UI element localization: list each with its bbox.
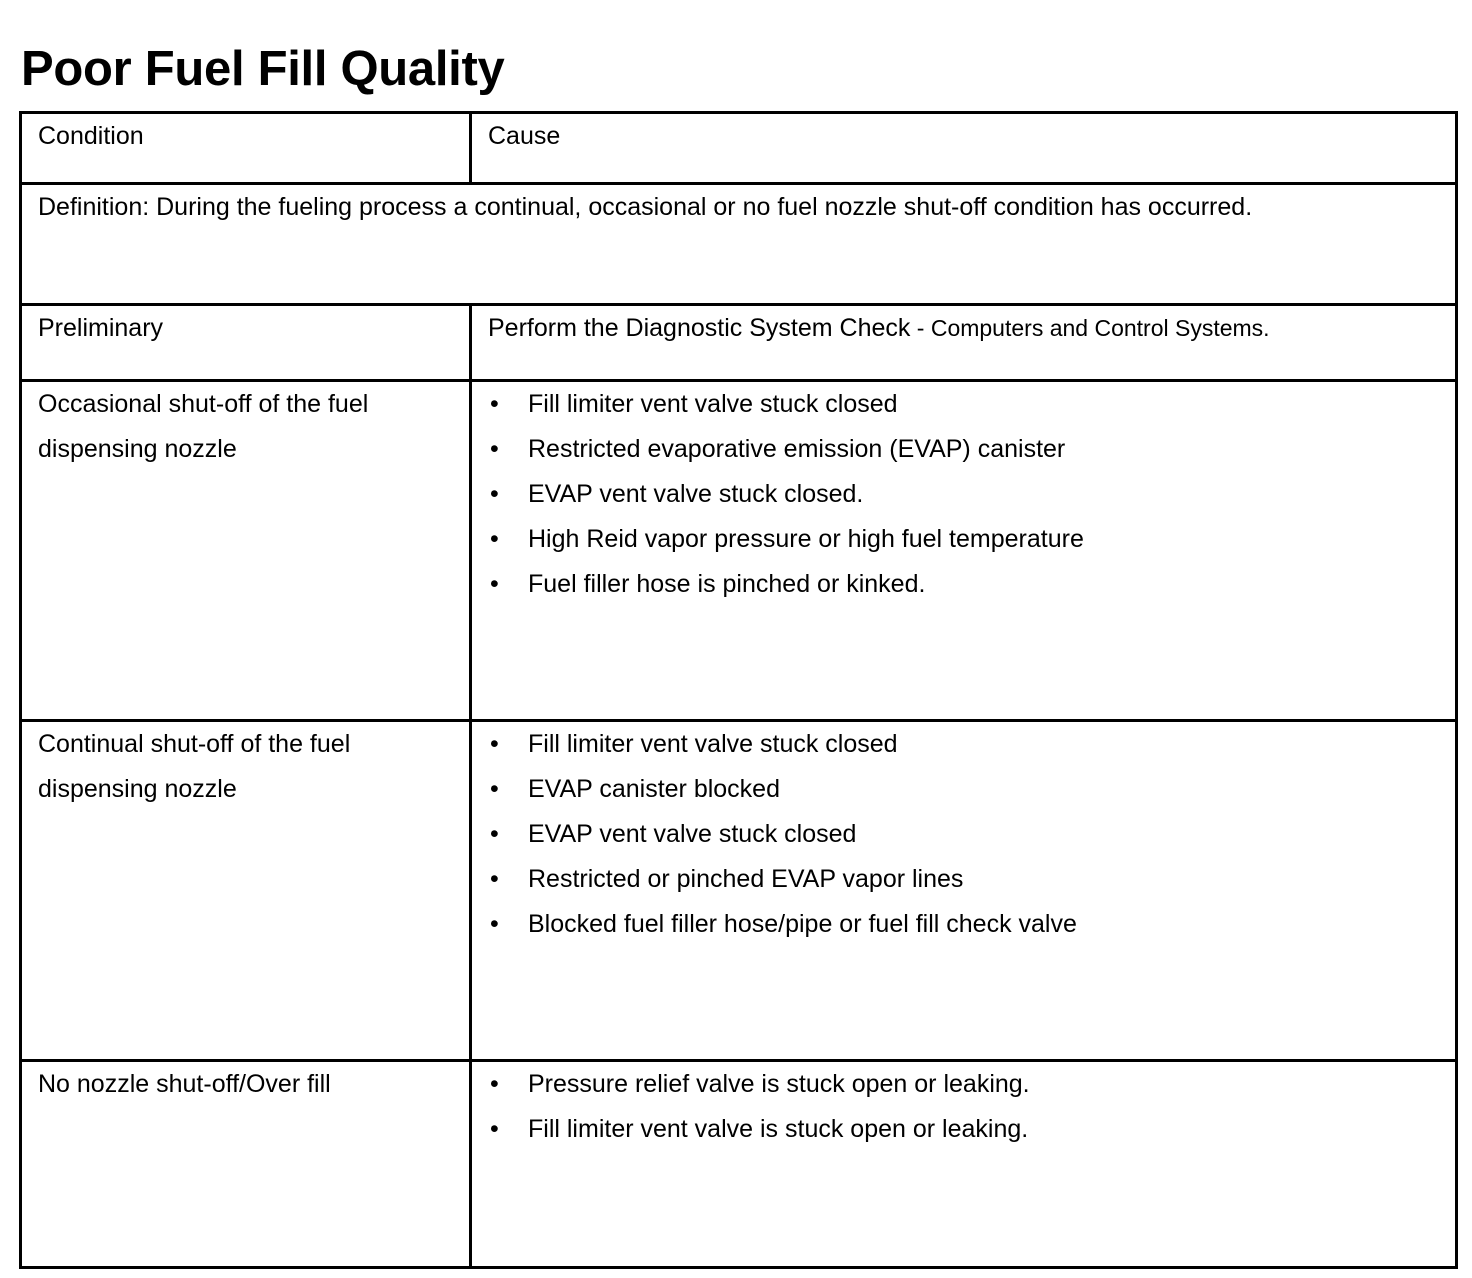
cause-list	[488, 382, 1439, 607]
cause-list	[488, 1062, 1439, 1152]
cause-item	[488, 722, 1439, 767]
cause-text: High Reid vapor pressure or high fuel temperature	[528, 525, 1084, 553]
definition-row	[21, 184, 1457, 305]
cause-cell	[471, 381, 1457, 721]
table-row	[21, 721, 1457, 1061]
bullet-icon: •	[490, 390, 499, 418]
preliminary-cause-suffix: - Computers and Control Systems.	[910, 315, 1270, 341]
bullet-icon: •	[490, 730, 499, 758]
cause-item	[488, 562, 1439, 607]
cause-item	[488, 1107, 1439, 1152]
cause-text: EVAP canister blocked	[528, 775, 780, 803]
bullet-icon: •	[490, 1115, 499, 1143]
cause-text: EVAP vent valve stuck closed	[528, 820, 857, 848]
definition-text: Definition: During the fueling process a continual, occasional or no fuel nozzle shut-off condition has occurred.	[21, 184, 1457, 305]
preliminary-condition: Preliminary	[21, 305, 471, 381]
header-condition: Condition	[21, 113, 471, 184]
table-row	[21, 1061, 1457, 1268]
cause-item	[488, 902, 1439, 947]
page-title: Poor Fuel Fill Quality	[21, 42, 505, 96]
cause-item	[488, 812, 1439, 857]
cause-text: Fill limiter vent valve is stuck open or leaking.	[528, 1115, 1029, 1143]
bullet-icon: •	[490, 480, 499, 508]
header-cause: Cause	[471, 113, 1457, 184]
cause-text: Fill limiter vent valve stuck closed	[528, 390, 898, 418]
cause-cell	[471, 1061, 1457, 1268]
condition-cell: No nozzle shut-off/Over fill	[21, 1061, 471, 1268]
cause-item	[488, 857, 1439, 902]
diagnostic-table	[19, 111, 1458, 1269]
cause-text: Fill limiter vent valve stuck closed	[528, 730, 898, 758]
cause-item	[488, 767, 1439, 812]
bullet-icon: •	[490, 910, 499, 938]
preliminary-row	[21, 305, 1457, 381]
cause-text: Pressure relief valve is stuck open or leaking.	[528, 1070, 1030, 1098]
cause-text: Fuel filler hose is pinched or kinked.	[528, 570, 926, 598]
table-row	[21, 381, 1457, 721]
cause-item	[488, 1062, 1439, 1107]
cause-text: Restricted evaporative emission (EVAP) canister	[528, 435, 1066, 463]
table-header-row	[21, 113, 1457, 184]
condition-cell: Occasional shut-off of the fuel dispensing nozzle	[21, 381, 471, 721]
bullet-icon: •	[490, 1070, 499, 1098]
preliminary-cause-main: Perform the Diagnostic System Check	[488, 314, 911, 342]
bullet-icon: •	[490, 865, 499, 893]
cause-list	[488, 722, 1439, 947]
condition-cell: Continual shut-off of the fuel dispensing nozzle	[21, 721, 471, 1061]
bullet-icon: •	[490, 435, 499, 463]
cause-cell	[471, 721, 1457, 1061]
cause-item	[488, 382, 1439, 427]
cause-item	[488, 427, 1439, 472]
bullet-icon: •	[490, 820, 499, 848]
cause-item	[488, 472, 1439, 517]
cause-item	[488, 517, 1439, 562]
cause-text: Restricted or pinched EVAP vapor lines	[528, 865, 964, 893]
bullet-icon: •	[490, 570, 499, 598]
cause-text: EVAP vent valve stuck closed.	[528, 480, 864, 508]
cause-text: Blocked fuel filler hose/pipe or fuel fill check valve	[528, 910, 1077, 938]
preliminary-cause	[471, 305, 1457, 381]
bullet-icon: •	[490, 775, 499, 803]
bullet-icon: •	[490, 525, 499, 553]
